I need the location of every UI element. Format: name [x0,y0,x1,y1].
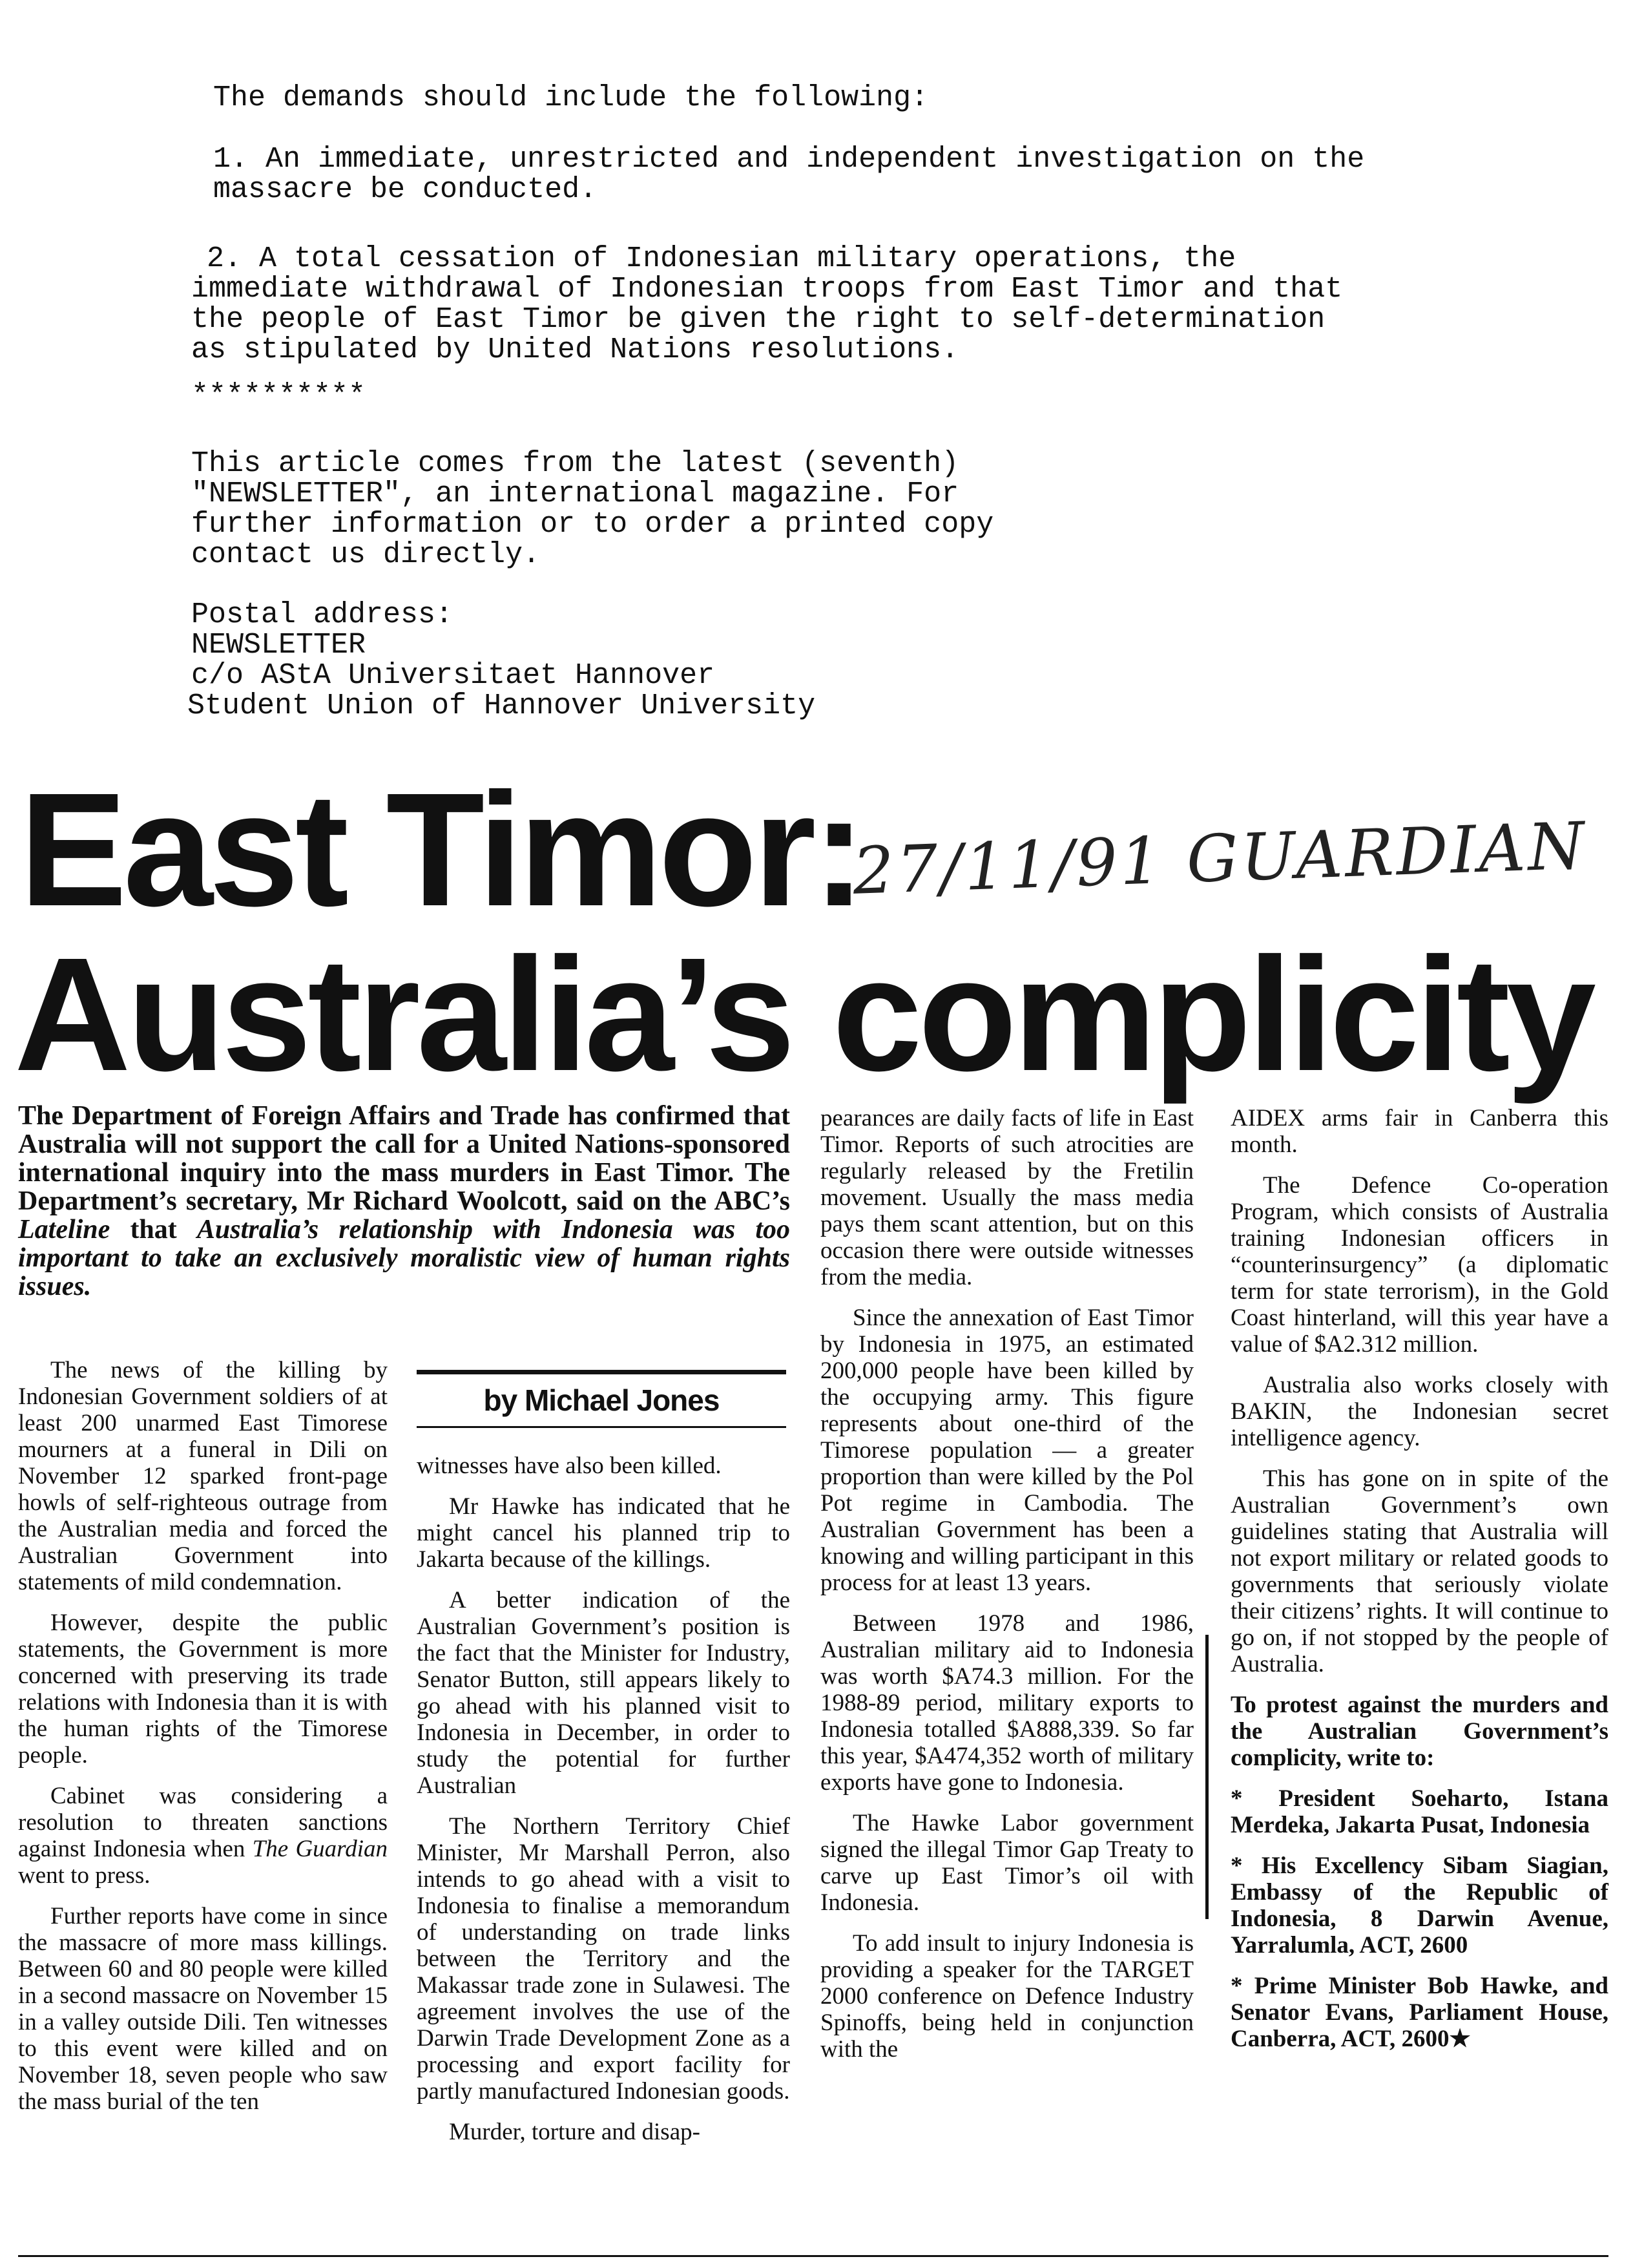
newsletter-section [187,83,1544,721]
col3-paragraph-1: Since the annexation of East Timor by Indonesia in 1975, an estimated 200,000 people have been killed by the occupying army. This figure represents about one-third of the Timorese population — a greater proportion than were killed by the Pol Pot regime in Cambodia. The Australian Government has been a knowing and willing participant in this process for at least 13 years. [820,1305,1194,1596]
col2-paragraph-4: Murder, torture and disap- [449,2119,700,2145]
address-line-3: Student Union of Hannover University [187,689,816,722]
separator-stars: ********** [191,379,366,412]
lead-text-2: that [110,1215,197,1244]
protest-intro: To protest against the murders and the Australian Government’s complicity, write to: [1231,1692,1608,1771]
source-line-3: further information or to order a printed copy [191,508,994,541]
demand-2-line-4: as stipulated by United Nations resolutions. [191,333,959,366]
col1-paragraph-3: Cabinet was considering a resolution to threaten sanctions against Indonesia when The Guardian went to press. [18,1783,388,1889]
headline-line-1: East Timor: [19,759,862,940]
col1-paragraph-2: However, despite the public statements, the Government is more concerned with preserving its trade relations with Indonesia than it is with the human rights of the Timorese people. [18,1610,388,1769]
col3-paragraph-3: The Hawke Labor government signed the illegal Timor Gap Treaty to carve up East Timor’s oil with Indonesia. [820,1810,1194,1916]
addressee-hawke-evans: * Prime Minister Bob Hawke, and Senator Evans, Parliament House, Canberra, ACT, 2600★ [1231,1973,1608,2052]
source-line-2: "NEWSLETTER", an international magazine. For [191,478,959,510]
col4-paragraph-3: This has gone on in spite of the Australian Government’s own guidelines stating that Australia will not export military or related goods to governments that seriously violate their citizens’ rights. It will continue to go on, if not stopped by the people of Australia. [1231,1465,1608,1677]
article-column-4 [1231,1105,1608,2066]
col2-paragraph-0: witnesses have also been killed. [417,1453,722,1479]
source-line-1: This article comes from the latest (seventh) [191,447,959,480]
demand-1-line-1: 1. An immediate, unrestricted and independent investigation on the [213,143,1365,176]
col2-paragraph-2: A better indication of the Australian Government’s position is the fact that the Minister for Industry, Senator Button, still appears likely to go ahead with his planned visit to Indonesia in December, in order to study the potential for further Australian [417,1587,790,1799]
col3-paragraph-4: To add insult to injury Indonesia is providing a speaker for the TARGET 2000 conference on Defence Industry Spinoffs, being held in conjunction with the [820,1930,1194,2063]
address-line-1: NEWSLETTER [191,629,366,662]
lead-quote: Australia’s relationship with Indonesia was too important to take an exclusively moralistic view of human rights issues. [18,1215,790,1301]
col1-paragraph-4: Further reports have come in since the massacre of more mass killings. Between 60 and 80 people were killed in a second massacre on November 15 in a valley outside Dili. Ten witnesses to this event were killed and on November 18, seven people who saw the mass burial of the ten [18,1903,388,2115]
column-divider [1205,1635,1209,1919]
protest-box [1231,1692,1608,2052]
addressee-soeharto: * President Soeharto, Istana Merdeka, Jakarta Pusat, Indonesia [1231,1785,1608,1838]
col2-paragraph-3: The Northern Territory Chief Minister, Mr Marshall Perron, also intends to go ahead with a visit to Indonesia to finalise a memorandum of understanding on trade links between the Territory and the Makassar trade zone in Sulawesi. The agreement involves the use of the Darwin Trade Development Zone as a processing and export facility for partly manufactured Indonesian goods. [417,1813,790,2105]
article-column-1 [18,1357,388,2129]
lead-text-1: The Department of Foreign Affairs and Trade has confirmed that Australia will not support the call for a United Nations-sponsored international inquiry into the mass murders in East Timor. The Department’s secretary, Mr Richard Woolcott, said on the ABC’s [18,1101,790,1216]
col3-paragraph-0: pearances are daily facts of life in East Timor. Reports of such atrocities are regularly released by the Fretilin movement. Usually the mass media pays them scant attention, but on this occasion there were outside witnesses from the media. [820,1105,1194,1290]
col4-paragraph-1: The Defence Co-operation Program, which consists of Australia training Indonesian officers in “counterinsurgency” (a diplomatic term for state terrorism), in the Gold Coast hinterland, will this year have a value of $A2.312 million. [1231,1172,1608,1358]
demand-1-line-2: massacre be conducted. [213,173,598,206]
lead-show-title: Lateline [18,1215,110,1244]
demand-2-line-2: immediate withdrawal of Indonesian troops from East Timor and that [191,273,1343,306]
bottom-rule [18,2255,1608,2257]
article-lead [18,1102,790,1301]
newspaper-name: The Guardian [252,1836,388,1862]
col4-paragraph-0: AIDEX arms fair in Canberra this month. [1231,1105,1608,1158]
demand-2-line-1: 2. A total cessation of Indonesian military operations, the [207,242,1236,275]
article-column-3 [820,1105,1194,2077]
col3-paragraph-2: Between 1978 and 1986, Australian military aid to Indonesia was worth $A74.3 million. For the 1988-89 period, military exports to Indonesia totalled $A888,339. So far this year, $A474,352 worth of military exports have gone to Indonesia. [820,1610,1194,1796]
headline-line-2: Australia’s complicity [14,924,1592,1104]
source-line-4: contact us directly. [191,538,541,571]
col1-paragraph-1: The news of the killing by Indonesian Government soldiers of at least 200 unarmed East Timorese mourners at a funeral in Dili on November 12 sparked front-page howls of self-righteous outrage from the Australian media and forced the Australian Government into statements of mild condemnation. [18,1357,388,1595]
handwritten-date-note: 27/11/91 GUARDIAN [851,808,1588,909]
demands-intro: The demands should include the following: [213,81,929,114]
byline: by Michael Jones [417,1370,786,1428]
addressee-embassy: * His Excellency Sibam Siagian, Embassy of the Republic of Indonesia, 8 Darwin Avenue, Yarralumla, ACT, 2600 [1231,1853,1608,1958]
demand-2-line-3: the people of East Timor be given the right to self-determination [191,303,1326,336]
article-column-2 [417,1453,790,2159]
col4-paragraph-2: Australia also works closely with BAKIN, the Indonesian secret intelligence agency. [1231,1372,1608,1451]
postal-label: Postal address: [191,598,453,631]
col2-paragraph-1: Mr Hawke has indicated that he might cancel his planned trip to Jakarta because of the killings. [417,1493,790,1573]
address-line-2: c/o AStA Universitaet Hannover [191,659,715,692]
